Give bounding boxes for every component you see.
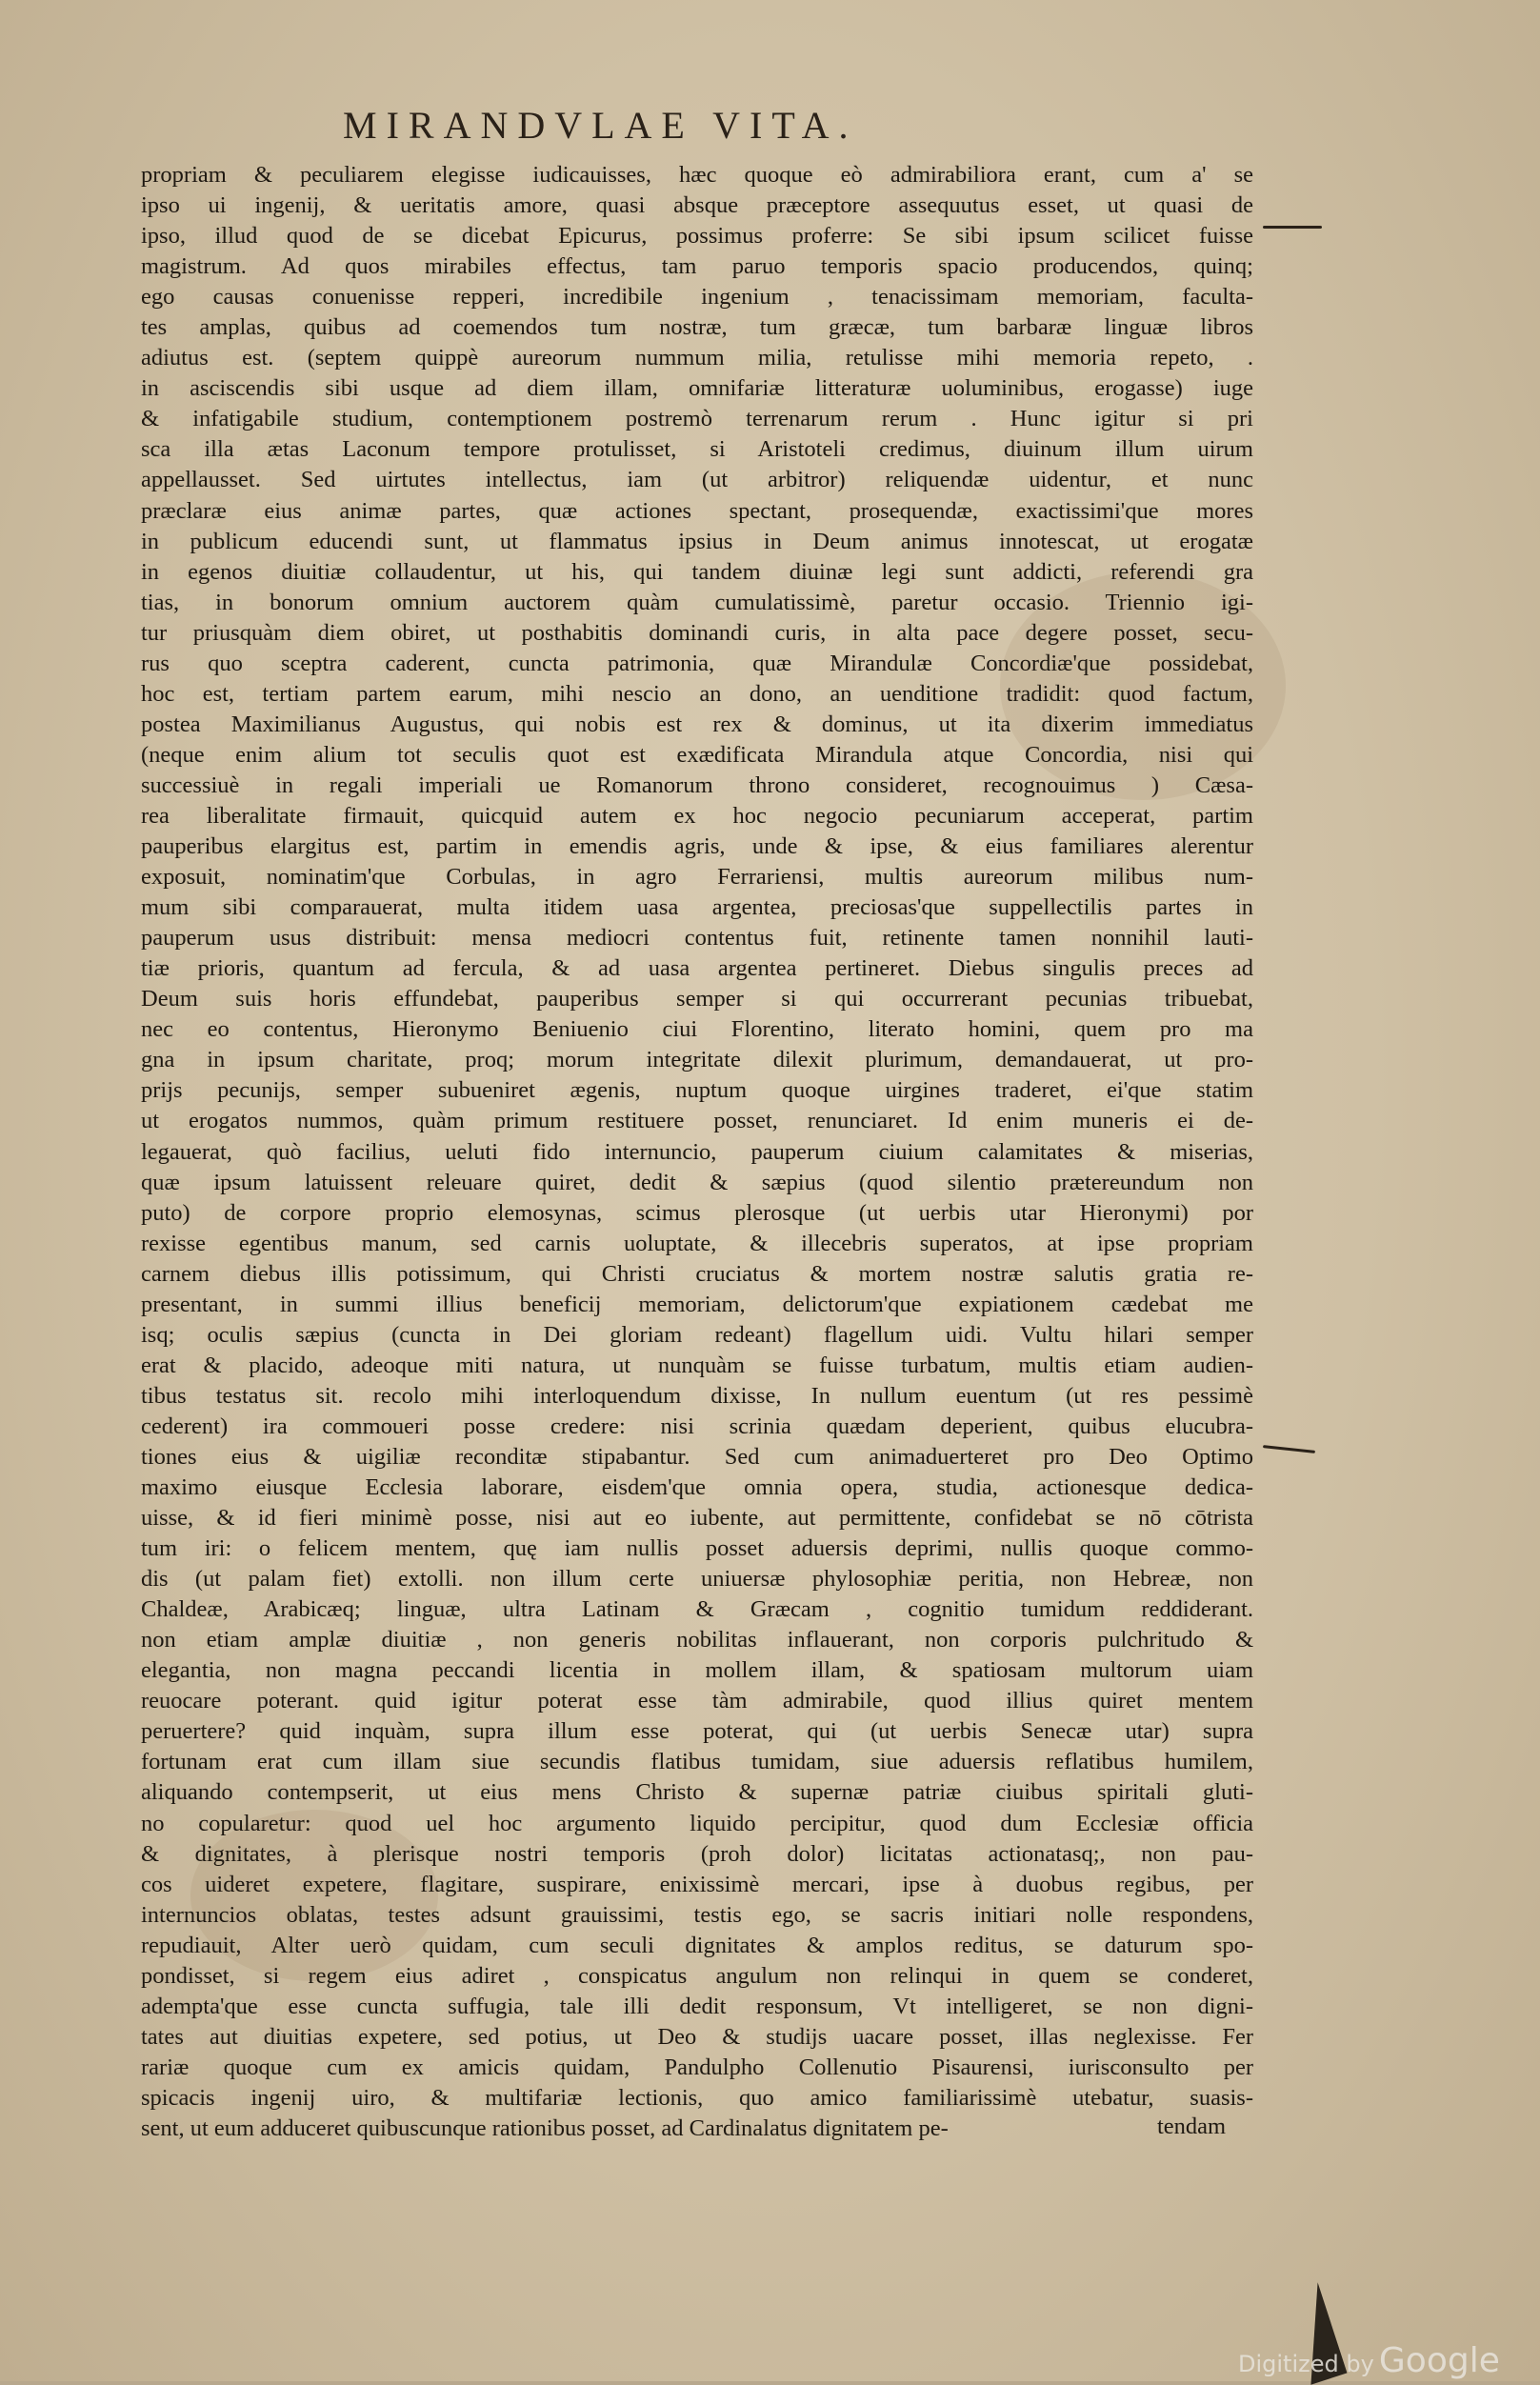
text-line: presentant, in summi illius beneficij memoriam, delictorum'que expiationem cædebat me [141, 1291, 1253, 1317]
text-line: tur priusquàm diem obiret, ut posthabitis dominandi curis, in alta pace degere posset, secu- [141, 619, 1253, 646]
text-line: tias, in bonorum omnium auctorem quàm cumulatissimè, paretur occasio. Triennio igi- [141, 589, 1253, 615]
text-line: propriam & peculiarem elegisse iudicauisses, hæc quoque eò admirabiliora erant, cum a' se [141, 162, 1253, 188]
text-line: puto) de corpore proprio elemosynas, scimus plerosque (ut uerbis utar Hieronymi) por [141, 1199, 1253, 1226]
text-line: tates aut diuitias expetere, sed potius, ut Deo & studijs uacare posset, illas neglexisse. Fer [141, 2023, 1253, 2050]
text-line: rea liberalitate firmauit, quicquid autem ex hoc negocio pecuniarum acceperat, partim [141, 802, 1253, 829]
text-line: reuocare poterant. quid igitur poterat esse tàm admirabile, quod illius quiret mentem [141, 1688, 1253, 1714]
text-line: gna in ipsum charitate, proq; morum integritate dilexit plurimum, demandauerat, ut pro- [141, 1047, 1253, 1073]
text-line: præclaræ eius animæ partes, quæ actiones spectant, prosequendæ, exactissimi'que mores [141, 497, 1253, 524]
text-line: rus quo sceptra caderent, cuncta patrimonia, quæ Mirandulæ Concordiæ'que possidebat, [141, 650, 1253, 676]
text-line: carnem diebus illis potissimum, qui Christi cruciatus & mortem nostræ salutis gratia re- [141, 1260, 1253, 1287]
text-line: sca illa ætas Laconum tempore protulisset, si Aristoteli credimus, diuinum illum uirum [141, 436, 1253, 463]
text-line: ipso, illud quod de se dicebat Epicurus, possimus proferre: Se sibi ipsum scilicet fuisse [141, 223, 1253, 250]
text-line: cederent) ira commoueri posse credere: nisi scrinia quædam deperient, quibus elucubra- [141, 1413, 1253, 1439]
text-line: in asciscendis sibi usque ad diem illam, omnifariæ litteraturæ uoluminibus, erogasse) iuge [141, 375, 1253, 402]
text-line: pauperum usus distribuit: mensa mediocri contentus fuit, retinente tamen nonnihil lauti- [141, 925, 1253, 952]
text-line: quæ ipsum latuissent releuare quiret, dedit & sæpius (quod silentio prætereundum non [141, 1169, 1253, 1195]
digitization-watermark [1238, 2341, 1500, 2380]
text-line: uisse, & id fieri minimè posse, nisi aut eo iubente, aut permittente, confidebat se nō cōtrista [141, 1505, 1253, 1532]
running-head: MIRANDVLAE VITA. [343, 104, 858, 147]
text-line: legauerat, quò facilius, ueluti fido internuncio, pauperum ciuium calamitates & miserias, [141, 1138, 1253, 1165]
text-line: & infatigabile studium, contemptionem postremò terrenarum rerum . Hunc igitur si pri [141, 406, 1253, 432]
text-line: adiutus est. (septem quippè aureorum nummum milia, retulisse mihi memoria repeto, . [141, 345, 1253, 371]
text-line: rariæ quoque cum ex amicis quidam, Pandulpho Collenutio Pisaurensi, iurisconsulto per [141, 2054, 1253, 2080]
text-line: tum iri: o felicem mentem, quę iam nullis posset aduersis deprimi, nullis quoque commo- [141, 1535, 1253, 1562]
text-line: maximo eiusque Ecclesia laborare, eisdem'que omnia opera, studia, actionesque dedica- [141, 1474, 1253, 1501]
text-line: adempta'que esse cuncta suffugia, tale illi dedit responsum, Vt intelligeret, se non digni- [141, 1993, 1253, 2019]
text-line: isq; oculis sæpius (cuncta in Dei gloriam redeant) flagellum uidi. Vultu hilari semper [141, 1321, 1253, 1348]
text-line: prijs pecunijs, semper subueniret ægenis, nuptum quoque uirgines traderet, ei'que statim [141, 1077, 1253, 1104]
text-line: internuncios oblatas, testes adsunt grauissimi, testis ego, se sacris initiari nolle respondens, [141, 1901, 1253, 1928]
text-line: pauperibus elargitus est, partim in emendis agris, unde & ipse, & eius familiares alerentur [141, 833, 1253, 860]
text-line: ipso ui ingenij, & ueritatis amore, quasi absque præceptore assequutus esset, ut quasi de [141, 192, 1253, 219]
text-line: & dignitates, à plerisque nostri temporis (proh dolor) licitatas actionatasq;, non pau- [141, 1840, 1253, 1867]
margin-mark [1263, 1445, 1315, 1453]
text-line: magistrum. Ad quos mirabiles effectus, tam paruo temporis spacio producendos, quinq; [141, 253, 1253, 280]
text-line: tiones eius & uigiliæ reconditæ stipabantur. Sed cum animaduerteret pro Deo Optimo [141, 1443, 1253, 1470]
text-line: peruertere? quid inquàm, supra illum esse poterat, qui (ut uerbis Senecæ utar) supra [141, 1718, 1253, 1745]
text-line: Deum suis horis effundebat, pauperibus semper si qui occurrerant pecunias tribuebat, [141, 986, 1253, 1012]
text-line: pondisset, si regem eius adiret , conspicatus angulum non relinqui in quem se conderet, [141, 1962, 1253, 1989]
body-text [141, 160, 1253, 2144]
text-line: in publicum educendi sunt, ut flammatus ipsius in Deum animus innotescat, ut erogatæ [141, 528, 1253, 554]
text-line: erat & placido, adeoque miti natura, ut nunquàm se fuisse turbatum, multis etiam audien- [141, 1352, 1253, 1378]
text-line: spicacis ingenij uiro, & multifariæ lectionis, quo amico familiarissimè utebatur, suasis- [141, 2084, 1253, 2111]
text-line: tibus testatus sit. recolo mihi interloquendum dixisse, In nullum euentum (ut res pessimè [141, 1382, 1253, 1409]
text-line: non etiam amplæ diuitiæ , non generis nobilitas inflauerant, non corporis pulchritudo & [141, 1627, 1253, 1653]
text-line: successiuè in regali imperiali ue Romanorum throno consideret, recognouimus ) Cæsa- [141, 772, 1253, 798]
text-line: Chaldeæ, Arabicæq; linguæ, ultra Latinam & Græcam , cognitio tumidum reddiderant. [141, 1596, 1253, 1623]
text-line: nec eo contentus, Hieronymo Beniuenio ciui Florentino, literato homini, quem pro ma [141, 1016, 1253, 1043]
text-line: exposuit, nominatim'que Corbulas, in agro Ferrariensi, multis aureorum milibus num- [141, 864, 1253, 891]
text-line: fortunam erat cum illam siue secundis flatibus tumidam, siue aduersis reflatibus humilem, [141, 1749, 1253, 1775]
text-line: sent, ut eum adduceret quibuscunque rationibus posset, ad Cardinalatus dignitatem pe- [141, 2115, 949, 2141]
text-line: in egenos diuitiæ collaudentur, ut his, qui tandem diuinæ legi sunt addicti, referendi gra [141, 558, 1253, 585]
text-line: ut erogatos nummos, quàm primum restituere posset, renunciaret. Id enim muneris ei de- [141, 1108, 1253, 1134]
text-line: mum sibi comparauerat, multa itidem uasa argentea, preciosas'que suppellectilis partes in [141, 894, 1253, 921]
text-line: repudiauit, Alter uerò quidam, cum seculi dignitates & amplos reditus, se daturum spo- [141, 1932, 1253, 1958]
watermark-prefix: Digitized by [1238, 2351, 1374, 2377]
catchword: tendam [1157, 2114, 1227, 2139]
text-line: rexisse egentibus manum, sed carnis uoluptate, & illecebris superatos, at ipse propriam [141, 1230, 1253, 1256]
watermark-brand: Google [1378, 2341, 1500, 2380]
text-line: aliquando contempserit, ut eius mens Christo & supernæ patriæ ciuibus spiritali gluti- [141, 1779, 1253, 1806]
text-line: cos uideret expetere, flagitare, suspirare, enixissimè mercari, ipse à duobus regibus, per [141, 1871, 1253, 1897]
text-line: hoc est, tertiam partem earum, mihi nescio an dono, an uenditione tradidit: quod factum, [141, 680, 1253, 707]
text-line: dis (ut palam fiet) extolli. non illum certe uniuersæ phylosophiæ peritia, non Hebreæ, non [141, 1566, 1253, 1593]
text-line: tiæ prioris, quantum ad fercula, & ad uasa argentea pertineret. Diebus singulis preces ad [141, 955, 1253, 982]
text-line: (neque enim alium tot seculis quot est exædificata Mirandula atque Concordia, nisi qui [141, 741, 1253, 768]
text-line: tes amplas, quibus ad coemendos tum nostræ, tum græcæ, tum barbaræ linguæ libros [141, 314, 1253, 341]
text-line: ego causas conuenisse repperi, incredibile ingenium , tenacissimam memoriam, faculta- [141, 284, 1253, 311]
text-line: postea Maximilianus Augustus, qui nobis est rex & dominus, ut ita dixerim immediatus [141, 711, 1253, 737]
text-line: no copularetur: quod uel hoc argumento liquido percipitur, quod dum Ecclesiæ officia [141, 1810, 1253, 1836]
text-line: elegantia, non magna peccandi licentia in mollem illam, & spatiosam multorum uiam [141, 1657, 1253, 1684]
margin-mark [1263, 226, 1322, 229]
text-line: appellausset. Sed uirtutes intellectus, iam (ut arbitror) reliquendæ uidentur, et nunc [141, 467, 1253, 493]
